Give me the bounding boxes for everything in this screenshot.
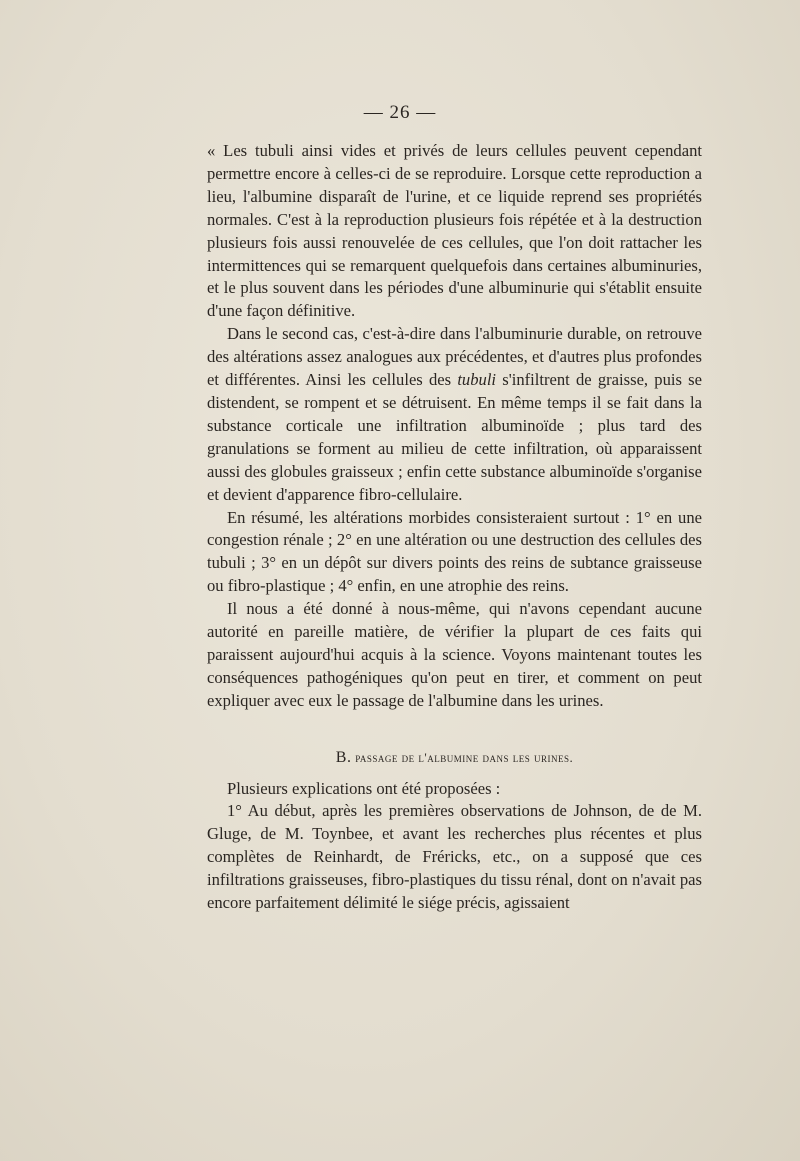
paragraph-6: 1° Au début, après les premières observations de Johnson, de de M. Gluge, de M. Toynbee, et avant les recherches plus récentes et plus complètes de Reinhardt, de Fréricks, etc., on a supposé que ces infiltrations graisseuses, fibro-plastiques du tissu rénal, dont on n'avait pas encore parfaitement délimité le siége précis, agissaient <box>207 801 702 913</box>
tubuli-term: tubuli <box>457 370 497 390</box>
section-heading <box>207 713 702 778</box>
section-letter: B. <box>335 748 352 766</box>
paragraph-2-end: s'infiltrent de graisse, puis se distendent, se rompent et se détruisent. En même temps il se fait dans la substance corticale une infiltration albuminoïde ; plus tard des granulations se forment au milieu de cette infiltration, où apparaissent aussi des globules graisseux ; enfin cette substance albuminoïde s'organise et devient d'apparence fibro-cellulaire. <box>207 370 702 504</box>
paragraph-1: « Les tubuli ainsi vides et privés de leurs cellules peuvent cependant permettre encore à celles-ci de se reproduire. Lorsque cette reproduction a lieu, l'albumine disparaît de l'urine, et ce liquide reprend ses propriétés normales. C'est à la reproduction plusieurs fois répétée et à la destruction plusieurs fois aussi renouvelée de ces cellules, que l'on doit rattacher les intermittences qui se remarquent quelquefois dans certaines albuminuries, et le plus souvent dans les périodes d'une albuminurie qui s'établit ensuite d'une façon définitive. <box>207 141 702 321</box>
paragraph-2-start: Dans le second cas, c'est-à-dire dans l'albuminurie durable, on retrouve des altérations assez analogues aux précédentes, et d'autres plus profondes et différentes. Ainsi les cellules des <box>207 324 702 390</box>
page-body <box>207 140 702 915</box>
page-number: — 26 — <box>363 102 437 123</box>
section-title: passage de l'albumine dans les urines. <box>355 749 574 765</box>
paragraph-3: En résumé, les altérations morbides consisteraient surtout : 1° en une congestion rénale ; 2° en une altération ou une destruction des cellules des tubuli ; 3° en un dépôt sur divers points des reins de subtance graisseuse ou fibro-plastique ; 4° enfin, en une atrophie des reins. <box>207 507 702 596</box>
paragraph-4: Il nous a été donné à nous-même, qui n'avons cependant aucune autorité en pareille matière, de vérifier la plupart de ces faits qui paraissent aujourd'hui acquis à la science. Voyons maintenant toutes les conséquences pathogéniques qu'on peut en tirer, et comment on peut expliquer avec eux le passage de l'albumine dans les urines. <box>207 599 702 710</box>
paragraph-5: Plusieurs explications ont été proposées : <box>227 778 501 798</box>
paragraph-2 <box>207 323 702 506</box>
